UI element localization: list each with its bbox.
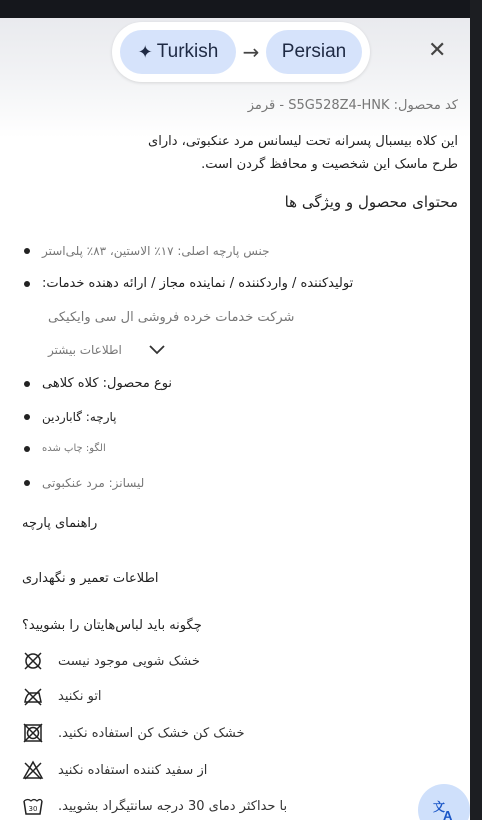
close-icon[interactable]: ✕	[428, 38, 447, 63]
license-text: لیسانز: مرد عنکبوتی	[42, 476, 145, 490]
source-language-chip[interactable]	[120, 30, 236, 74]
translate-button[interactable]	[418, 784, 470, 820]
wash-30-icon	[22, 795, 44, 817]
screen-edge	[470, 0, 482, 820]
source-language-label: Turkish	[156, 41, 219, 62]
fabric-text: پارچه: گاباردین	[42, 410, 117, 424]
bullet-icon	[24, 281, 30, 287]
no-tumble-dry-icon	[22, 722, 44, 744]
chevron-down-icon[interactable]	[148, 344, 166, 356]
care-item	[22, 685, 102, 707]
no-bleach-icon	[22, 759, 44, 781]
translation-sheet	[0, 18, 470, 820]
list-item	[24, 276, 458, 291]
wash-temp-label: 30	[28, 805, 38, 813]
product-description-line-1: این کلاه بیسبال پسرانه تحت لیسانس مرد عنکبوتی، دارای	[148, 134, 458, 149]
product-description-line-2: طرح ماسک این شخصیت و محافظ گردن است.	[201, 157, 458, 172]
bullet-icon	[24, 414, 30, 420]
company-name: شرکت خدمات خرده فروشی ال سی وایکیکی	[48, 310, 295, 325]
manufacturer-text: تولیدکننده / واردکننده / نماینده مجاز / ارائه دهنده خدمات:	[42, 276, 354, 291]
product-type-text: نوع محصول: کلاه کلاهی	[42, 376, 173, 391]
material-text: جنس پارچه اصلی: ۱۷٪ الاستین، ۸۳٪ پلی‌استر	[42, 244, 270, 258]
bullet-icon	[24, 248, 30, 254]
care-text: با حداکثر دمای 30 درجه سانتیگراد بشویید.	[58, 798, 288, 814]
care-item	[22, 795, 287, 817]
section-title-features: محتوای محصول و ویژگی ها	[284, 193, 458, 211]
product-code: کد محصول: S5G528Z4-HNK - قرمز	[247, 98, 458, 113]
svg-text:A: A	[443, 808, 453, 820]
bullet-icon	[24, 381, 30, 387]
care-text: از سفید کننده استفاده نکنید	[58, 762, 208, 778]
target-language-chip[interactable]	[266, 30, 362, 74]
target-language-label: Persian	[281, 41, 347, 62]
list-item	[24, 376, 458, 391]
list-item	[24, 244, 458, 258]
no-dry-clean-icon	[22, 650, 44, 672]
care-text: خشک شویی موجود نیست	[58, 653, 200, 669]
care-item	[22, 759, 207, 781]
more-info-link[interactable]: اطلاعات بیشتر	[48, 343, 122, 357]
translate-icon	[431, 797, 457, 820]
care-info-heading[interactable]: اطلاعات تعمیر و نگهداری	[22, 571, 159, 586]
svg-text:文: 文	[433, 800, 446, 814]
bullet-icon	[24, 446, 30, 452]
no-iron-icon	[22, 685, 44, 707]
language-selector	[112, 22, 370, 82]
bullet-icon	[24, 480, 30, 486]
list-item	[24, 443, 458, 454]
care-item	[22, 650, 200, 672]
care-item	[22, 722, 245, 744]
status-bar	[0, 0, 482, 18]
pattern-text: الگو: چاپ شده	[42, 443, 106, 454]
care-text: خشک کن خشک کن استفاده نکنید.	[58, 725, 245, 741]
list-item	[24, 410, 458, 424]
arrow-right-icon: →	[242, 40, 260, 64]
fabric-guide-heading[interactable]: راهنمای پارچه	[22, 516, 98, 531]
how-to-wash-heading: چگونه باید لباس‌هایتان را بشویید؟	[22, 618, 202, 633]
sparkle-icon: ✦	[137, 41, 153, 62]
list-item	[24, 476, 458, 490]
care-text: اتو نکنید	[58, 688, 102, 704]
